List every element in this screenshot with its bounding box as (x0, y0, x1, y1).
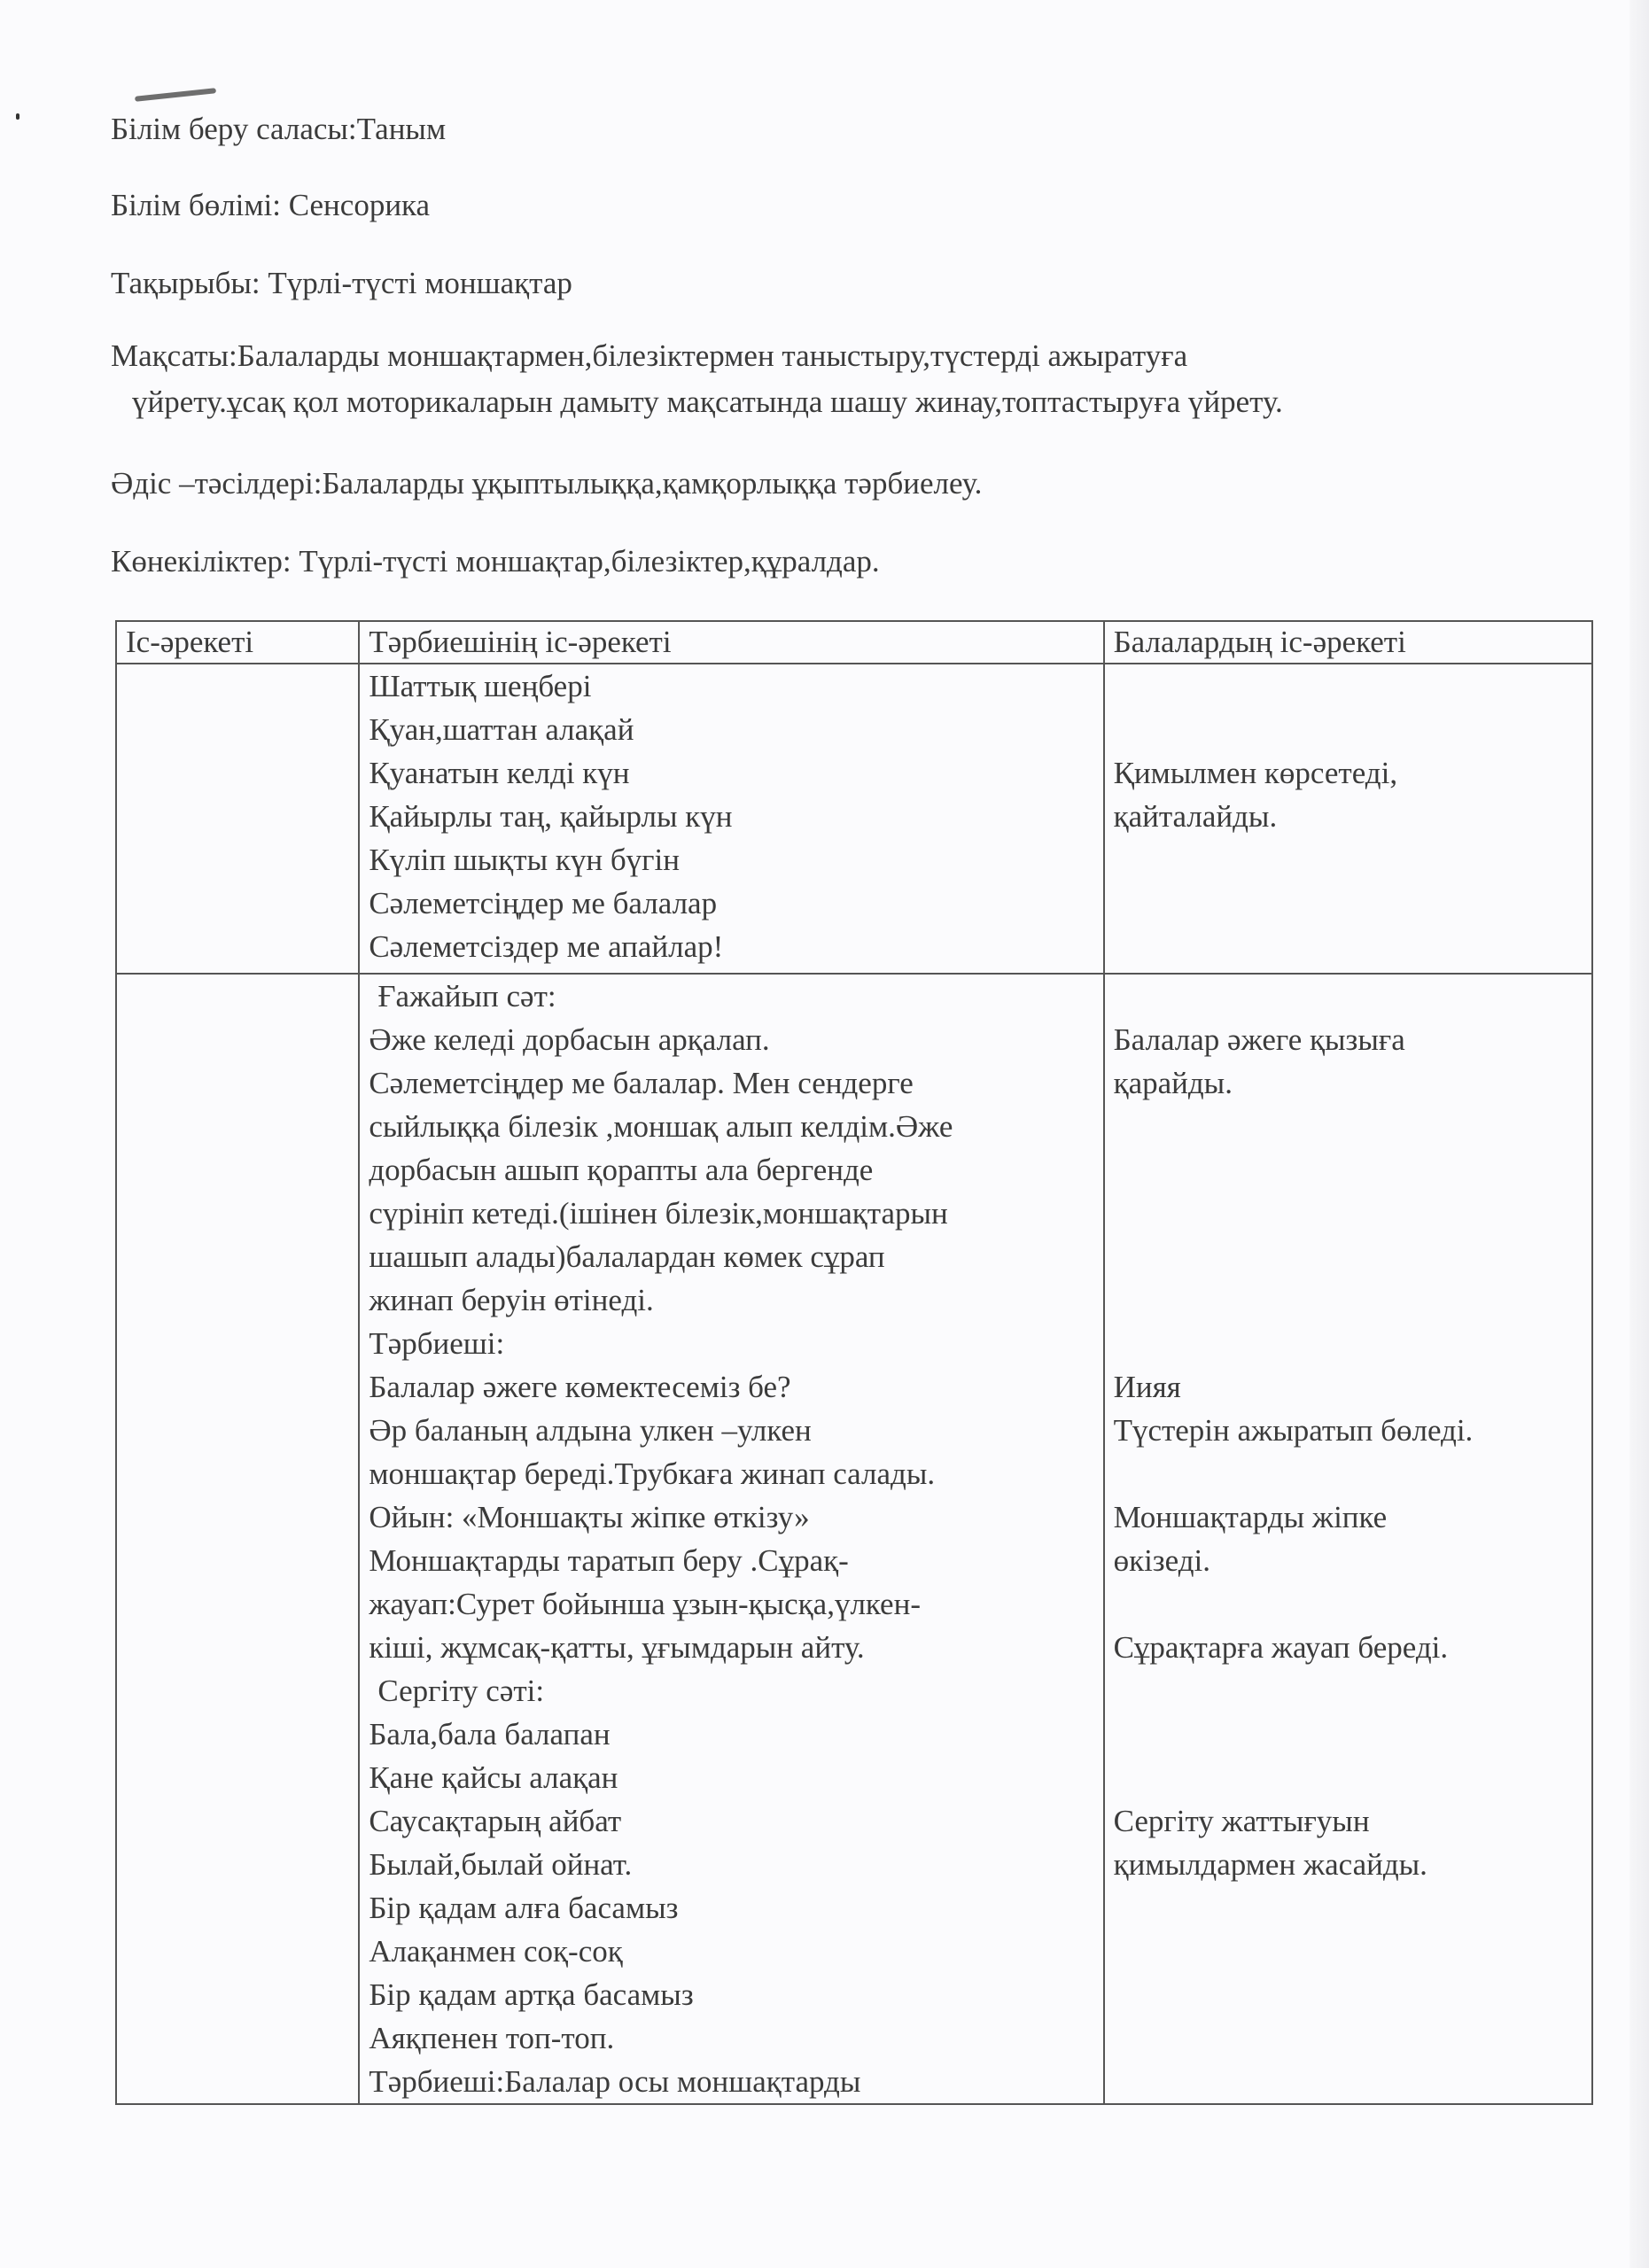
children-line: қимылдармен жасайды. (1113, 1847, 1427, 1882)
teacher-line: Күліп шықты күн бүгін (369, 843, 680, 877)
teacher-line: Моншақтарды таратып беру .Сұрақ- (369, 1543, 849, 1578)
field-goal (111, 337, 1283, 422)
teacher-line: Бала,бала балапан (369, 1717, 611, 1751)
teacher-line: Қуан,шаттан алақай (369, 712, 634, 747)
teacher-line: Сәлеметсіздер ме апайлар! (369, 929, 724, 964)
table-header-row (116, 621, 1592, 664)
children-line: Моншақтарды жіпке (1113, 1500, 1388, 1534)
teacher-line: Қуанатын келді күн (369, 756, 630, 790)
teacher-line: Былай,былай ойнат. (369, 1847, 633, 1882)
field-education-section: Білім бөлімі: Сенсорика (111, 188, 431, 222)
table-row (116, 974, 1592, 2104)
column-header-children: Балалардың іс-әрекеті (1104, 621, 1592, 664)
teacher-line: Алақанмен соқ-соқ (369, 1934, 623, 1969)
teacher-line: жинап беруін өтінеді. (369, 1283, 654, 1317)
activity-cell (116, 664, 359, 974)
teacher-line: Әже келеді дорбасын арқалап. (369, 1022, 770, 1057)
field-education-area: Білім беру саласы:Таным (111, 112, 447, 146)
field-methods: Әдіс –тәсілдері:Балаларды ұқыптылыққа,қамқорлыққа тәрбиелеу. (111, 466, 983, 501)
teacher-line: Шаттық шеңбері (369, 669, 592, 703)
field-goal-line-2: үйрету.ұсақ қол моторикаларын дамыту мақсатында шашу жинау,топтастыруға үйрету. (132, 384, 1283, 419)
field-goal-line-1: Мақсаты:Балаларды моншақтармен,білезіктермен таныстыру,түстерді ажыратуға (111, 338, 1188, 373)
table-row (116, 664, 1592, 974)
children-line: Иияя (1113, 1370, 1181, 1404)
teacher-line: Қайырлы таң, қайырлы күн (369, 799, 733, 834)
children-line: Сергіту жаттығуын (1113, 1804, 1370, 1838)
scan-edge-shadow (1630, 0, 1649, 2268)
children-cell (1104, 974, 1592, 2104)
teacher-line: Ғажайып сәт: (377, 979, 556, 1014)
field-materials: Көнекіліктер: Түрлі-түсті моншақтар,білезіктер,құралдар. (111, 544, 880, 579)
children-line: өкізеді. (1113, 1543, 1210, 1578)
teacher-line: жауап:Сурет бойынша ұзын-қысқа,үлкен- (369, 1587, 921, 1621)
teacher-line: шашып алады)балалардан көмек сұрап (369, 1239, 885, 1274)
lesson-plan-table (115, 620, 1593, 2105)
teacher-line: Бір қадам артқа басамыз (369, 1977, 694, 2012)
teacher-line: Тәрбиеші:Балалар осы моншақтарды (369, 2064, 861, 2099)
teacher-line: Тәрбиеші: (369, 1326, 505, 1361)
field-topic: Тақырыбы: Түрлі-түсті моншақтар (111, 266, 572, 300)
activity-cell (116, 974, 359, 2104)
teacher-line: Балалар әжеге көмектесеміз бе? (369, 1370, 791, 1404)
teacher-line: кіші, жұмсақ-қатты, ұғымдарын айту. (369, 1630, 865, 1665)
children-line: қарайды. (1113, 1066, 1233, 1100)
scan-speck (16, 113, 19, 120)
teacher-line: Сәлеметсіңдер ме балалар. Мен сендерге (369, 1066, 914, 1100)
column-header-activity: Іс-әрекеті (116, 621, 359, 664)
teacher-line: моншақтар береді.Трубкаға жинап салады. (369, 1456, 936, 1491)
teacher-line: Бір қадам алға басамыз (369, 1891, 679, 1925)
children-line: Қимылмен көрсетеді, (1113, 756, 1398, 790)
teacher-cell (359, 664, 1103, 974)
children-line: Сұрақтарға жауап береді. (1113, 1630, 1449, 1665)
teacher-line: Әр баланың алдына улкен –улкен (369, 1413, 812, 1448)
children-line: Балалар әжеге қызыға (1113, 1022, 1405, 1057)
teacher-line: Ойын: «Моншақты жіпке өткізу» (369, 1500, 810, 1534)
column-header-teacher: Тәрбиешінің іс-әрекеті (359, 621, 1103, 664)
teacher-line: Сәлеметсіңдер ме балалар (369, 886, 718, 920)
teacher-line: Аяқпенен топ-топ. (369, 2021, 615, 2055)
teacher-line: дорбасын ашып қорапты ала бергенде (369, 1153, 874, 1187)
teacher-line: сыйлыққа білезік ,моншақ алып келдім.Әже (369, 1109, 953, 1144)
children-line: қайталайды. (1113, 799, 1278, 834)
teacher-cell (359, 974, 1103, 2104)
teacher-line: сүрініп кетеді.(ішінен білезік,моншақтарын (369, 1196, 948, 1231)
teacher-line: Қане қайсы алақан (369, 1760, 618, 1795)
teacher-line: Сергіту сәті: (377, 1674, 545, 1708)
children-line: Түстерін ажыратып бөледі. (1113, 1413, 1474, 1448)
children-cell (1104, 664, 1592, 974)
pen-mark (135, 88, 216, 102)
teacher-line: Саусақтарың айбат (369, 1804, 622, 1838)
